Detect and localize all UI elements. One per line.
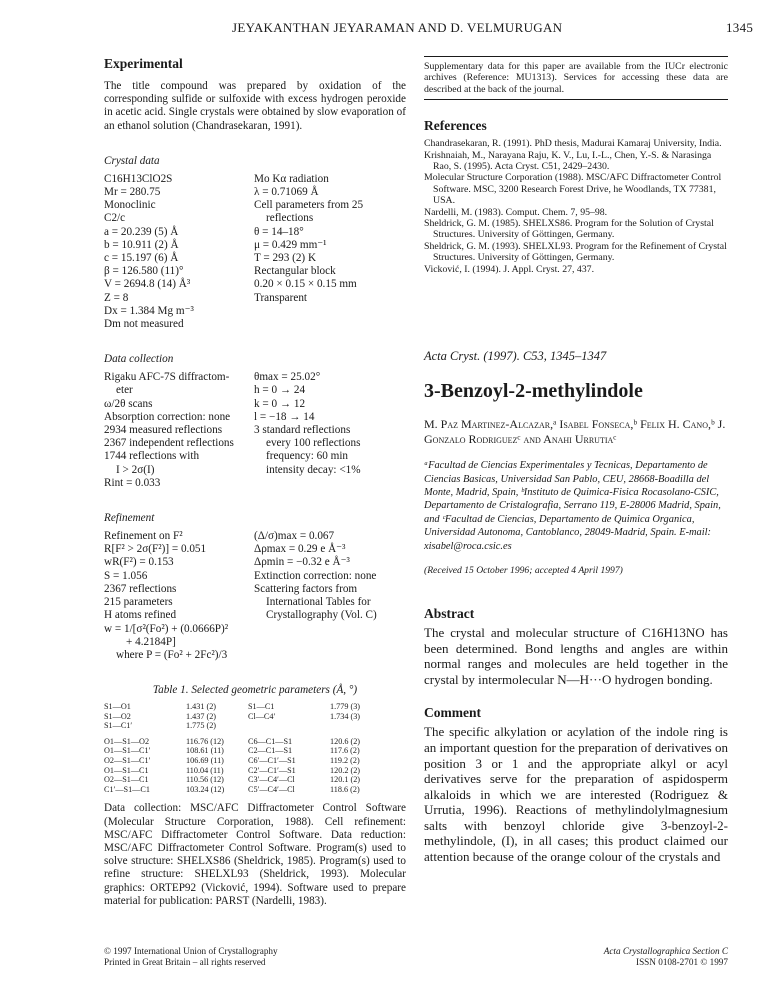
crystal-data-right-line: λ = 0.71069 Å	[254, 186, 319, 199]
crystal-data-right-line: T = 293 (2) K	[254, 252, 317, 265]
table-cell: C6—C1—S1	[248, 736, 293, 746]
experimental-text: The title compound was prepared by oxidation of the corresponding sulfide or sulfoxide with excess hydrogen peroxide in acetic acid. Single crystals were obtained by slow evaporation of an ethanol solution (Chandrasekaran, 1991).	[104, 80, 406, 132]
programs-text: Data collection: MSC/AFC Diffractometer Control Software (Molecular Structure Corporation, 1988). Cell refinement: MSC/AFC Diffractometer Control Software. Data reduction: MSC/AFC Diffractometer Control Software. Program(s) used to solve structure: SHELXS86 (Sheldrick, 1985). Program(s) used to refine structure: SHELXL93 (Sheldrick, 1993). Molecular graphics: ORTEP92 (Vicković, 1994). Software used to prepare material for publication: PARST (Nardelli, 1983).	[104, 802, 406, 907]
table-cell: S1—O2	[104, 711, 131, 721]
table-cell: 110.04 (11)	[186, 765, 224, 775]
table-cell: 120.6 (2)	[330, 736, 361, 746]
reference-entry: Krishnaiah, M., Narayana Raju, K. V., Lu, I.-L., Chen, Y.-S. & Narasinga Rao, S. (1995). Acta Cryst. C51, 2429–2430.	[424, 149, 712, 173]
references-heading: References	[424, 118, 487, 134]
refinement-left-line: R[F² > 2σ(F²)] = 0.051	[104, 543, 207, 556]
crystal-data-left-line: β = 126.580 (11)°	[104, 265, 184, 278]
crystal-data-right-line: Cell parameters from 25	[254, 199, 364, 212]
crystal-data	[104, 173, 406, 331]
refinement-left-line: 2367 reflections	[104, 582, 177, 595]
table-cell: Cl—C4′	[248, 711, 276, 721]
header-authors: JEYAKANTHAN JEYARAMAN AND D. VELMURUGAN	[232, 20, 563, 35]
crystal-data-left-line: b = 10.911 (2) Å	[104, 238, 179, 251]
crystal-data-left-line: c = 15.197 (6) Å	[104, 252, 179, 265]
table-row	[104, 756, 390, 766]
crystal-data-right-line: reflections	[266, 212, 314, 225]
citation: Acta Cryst. (1997). C53, 1345–1347	[424, 349, 607, 364]
data-collection-right-line: θmax = 25.02°	[254, 371, 321, 384]
table-cell: 117.6 (2)	[330, 746, 360, 756]
table-cell: C5′—C4′—Cl	[248, 784, 295, 794]
footer-journal: Acta Crystallographica Section C	[603, 946, 728, 956]
table-row	[104, 746, 390, 756]
table-cell	[248, 721, 330, 731]
table-cell: 119.2 (2)	[330, 756, 360, 766]
refinement-right-line: Extinction correction: none	[254, 569, 377, 582]
refinement-right-line: Δρmin = −0.32 e Å⁻³	[254, 556, 350, 569]
data-collection-left-line: 2367 independent reflections	[104, 437, 234, 450]
crystal-data-left-list	[104, 173, 254, 331]
article-authors: M. Paz Martinez-Alcazar,ᵃ Isabel Fonseca,ᵇ Felix H. Cano,ᵇ J. Gonzalo Rodriguezᶜ and Anahi Urrutiaᶜ	[424, 417, 726, 447]
crystal-data-right-line: θ = 14–18°	[254, 225, 304, 238]
article-title: 3-Benzoyl-2-methylindole	[424, 380, 643, 403]
data-collection-left-line: 2934 measured reflections	[104, 424, 223, 437]
refinement-heading: Refinement	[104, 512, 155, 525]
table-cell: O1—S1—C1′	[104, 746, 151, 756]
table-cell: 103.24 (12)	[186, 784, 225, 794]
crystal-data-right-line: 0.20 × 0.15 × 0.15 mm	[254, 278, 357, 291]
table-row	[104, 712, 390, 722]
table-cell: 120.2 (2)	[330, 765, 361, 775]
crystal-data-left-line: V = 2694.8 (14) Å³	[104, 278, 191, 291]
table-cell: O2—S1—C1	[104, 775, 149, 785]
table-cell: C6′—C1′—S1	[248, 756, 296, 766]
comment-text: The specific alkylation or acylation of the indole ring is an important question for the preparation of derivatives on position 3 or 1 and the appropriate alkyl or acyl derivatives serve for the preparation of aspidosperm alkaloids in which we are interested (Rodriguez & Urrutia, 1996). Reactions of methylindolylmagnesium salts with benzoyl chloride give 3-benzoyl-2-methylindole, (I), in all cases; this product claimed our attention because of the orange colour of the crystals and	[424, 724, 728, 865]
data-collection-right-line: l = −18 → 14	[254, 410, 315, 423]
table-cell: 1.779 (3)	[330, 702, 361, 712]
table-cell	[330, 721, 390, 731]
crystal-data-left-line: Dm not measured	[104, 318, 184, 331]
reference-entry: Vicković, I. (1994). J. Appl. Cryst. 27, 437.	[424, 263, 595, 275]
table-cell: 108.61 (11)	[186, 746, 224, 756]
refinement-right-list	[254, 530, 406, 662]
data-collection-left-line: Rint = 0.033	[104, 476, 161, 489]
footer-left	[104, 946, 406, 968]
table-cell: O1—S1—O2	[104, 736, 150, 746]
footer-copyright: © 1997 International Union of Crystallography	[104, 946, 278, 956]
data-collection-left-line: Absorption correction: none	[104, 410, 231, 423]
reference-entry: Nardelli, M. (1983). Comput. Chem. 7, 95–98.	[424, 206, 608, 218]
data-collection	[104, 371, 406, 490]
data-collection-left-line: ω/2θ scans	[104, 397, 153, 410]
crystal-data-right-line: Transparent	[254, 291, 308, 304]
table-cell: 106.69 (11)	[186, 756, 224, 766]
crystal-data-left-line: C2/c	[104, 212, 126, 225]
table-row	[104, 737, 390, 747]
supplementary-text: Supplementary data for this paper are available from the IUCr electronic archives (Reference: MU1313). Services for accessing these data are described at the back of the journal.	[424, 61, 728, 95]
crystal-data-right-line: Rectangular block	[254, 265, 336, 278]
table-cell: C1′—S1—C1	[104, 784, 150, 794]
reference-entry: Molecular Structure Corporation (1988). MSC/AFC Diffractometer Control Software. MSC, 3200 Research Forest Drive, he Woodlands, TX 77381, USA.	[424, 172, 722, 207]
table-cell: S1—C1	[248, 702, 275, 712]
refinement-left-line: Refinement on F²	[104, 530, 183, 543]
table-cell: 116.76 (12)	[186, 736, 224, 746]
crystal-data-heading: Crystal data	[104, 154, 160, 167]
crystal-data-left-line: a = 20.239 (5) Å	[104, 225, 179, 238]
crystal-data-left-line: Dx = 1.384 Mg m⁻³	[104, 304, 194, 317]
data-collection-right-line: frequency: 60 min	[266, 450, 349, 463]
abstract-heading: Abstract	[424, 605, 475, 621]
table-cell: 1.775 (2)	[186, 721, 217, 731]
crystal-data-left-line: Z = 8	[104, 291, 129, 304]
table-cell: C2′—C1′—S1	[248, 765, 296, 775]
received-dates: (Received 15 October 1996; accepted 4 April 1997)	[424, 564, 623, 576]
data-collection-right-line: every 100 reflections	[266, 437, 361, 450]
reference-entry: Sheldrick, G. M. (1985). SHELXS86. Program for the Solution of Crystal Structures. University of Göttingen, Germany.	[424, 218, 714, 241]
table-row	[104, 775, 390, 785]
refinement-left-line: wR(F²) = 0.153	[104, 556, 174, 569]
data-collection-left-line: Rigaku AFC-7S diffractom-	[104, 371, 230, 384]
page-number: 1345	[726, 20, 754, 35]
refinement-left-line: where P = (Fo² + 2Fc²)/3	[116, 648, 228, 661]
table-caption: Table 1. Selected geometric parameters (Å, °)	[152, 684, 358, 697]
comment-heading: Comment	[424, 705, 481, 721]
crystal-data-left-line: Monoclinic	[104, 199, 156, 212]
table-row	[104, 702, 390, 712]
table-cell: 120.1 (2)	[330, 775, 361, 785]
affiliation: ᵃFacultad de Ciencias Experimentales y Tecnicas, Departamento de Ciencias Basicas, Universidad San Pablo, CEU, 28668-Boadilla del Monte, Madrid, Spain, ᵇInstituto de Quimica-Fisica Rocasolano-CSIC, Departamento de Cristalografia, Serrano 119, E-28006 Madrid, Spain, and ᶜFacultad de Ciencias, Departamento de Quimica Organica, Universidad Autonoma, Cantoblanco, 28049-Madrid, Spain. E-mail: xisabel@roca.csic.es	[424, 460, 721, 552]
footer-printed: Printed in Great Britain – all rights reserved	[104, 957, 266, 967]
references-list	[424, 138, 728, 275]
rule-bottom	[424, 99, 728, 100]
data-collection-right-line: intensity decay: <1%	[266, 463, 361, 476]
data-collection-left-line: 1744 reflections with	[104, 450, 200, 463]
data-collection-right-list	[254, 371, 406, 490]
refinement-left-line: w = 1/[σ²(Fo²) + (0.0666P)²	[104, 622, 229, 635]
refinement-left-line: H atoms refined	[104, 609, 177, 622]
table-bonds-body	[104, 702, 390, 731]
refinement-right-line: Δρmax = 0.29 e Å⁻³	[254, 543, 346, 556]
table-angles-body	[104, 737, 390, 795]
table-cell: C2—C1—S1	[248, 746, 293, 756]
refinement-left-list	[104, 530, 254, 662]
footer-issn: ISSN 0108-2701 © 1997	[636, 957, 728, 967]
crystal-data-right-line: μ = 0.429 mm⁻¹	[254, 238, 327, 251]
reference-entry: Sheldrick, G. M. (1993). SHELXL93. Program for the Refinement of Crystal Structures. University of Göttingen, Germany.	[424, 240, 727, 264]
data-collection-left-line: eter	[116, 384, 133, 397]
refinement-right-line: Crystallography (Vol. C)	[266, 609, 377, 622]
table-cell: O1—S1—C1	[104, 765, 149, 775]
abstract-text: The crystal and molecular structure of C16H13NO has been determined. Bond lengths and angles are within normal ranges and molecules are held together in the crystal by intermolecular N—H···O hydrogen bonding.	[424, 624, 728, 687]
table-cell: 110.56 (12)	[186, 775, 224, 785]
refinement-left-line: S = 1.056	[104, 569, 148, 582]
table-cell: S1—C1′	[104, 721, 133, 731]
right-column	[424, 56, 728, 865]
data-collection-heading: Data collection	[104, 353, 174, 366]
refinement	[104, 530, 406, 662]
crystal-data-left-line: Mr = 280.75	[104, 186, 161, 199]
table-row	[104, 766, 390, 776]
data-collection-left-list	[104, 371, 254, 490]
experimental-heading: Experimental	[104, 56, 183, 71]
refinement-right-line: International Tables for	[266, 596, 371, 609]
footer-right	[560, 946, 728, 968]
data-collection-right-line: k = 0 → 12	[254, 397, 306, 410]
table-row	[104, 785, 390, 795]
refinement-left-line: 215 parameters	[104, 596, 173, 609]
data-collection-right-line: h = 0 → 24	[254, 384, 306, 397]
refinement-right-line: (Δ/σ)max = 0.067	[254, 530, 335, 543]
table-cell: 1.437 (2)	[186, 711, 217, 721]
table-cell: O2—S1—C1′	[104, 756, 151, 766]
crystal-data-right-list	[254, 173, 406, 331]
table-row	[104, 721, 390, 731]
refinement-left-line: + 4.2184P]	[126, 635, 176, 648]
table-cell: 1.734 (3)	[330, 711, 361, 721]
crystal-data-right-line: Mo Kα radiation	[254, 172, 329, 185]
reference-entry: Chandrasekaran, R. (1991). PhD thesis, Madurai Kamaraj University, India.	[424, 138, 722, 150]
table-cell: S1—O1	[104, 702, 131, 712]
refinement-right-line: Scattering factors from	[254, 582, 358, 595]
table-cell: C3′—C4′—Cl	[248, 775, 295, 785]
left-column	[104, 56, 406, 908]
rule-top	[424, 56, 728, 57]
data-collection-right-line: 3 standard reflections	[254, 424, 351, 437]
data-collection-left-line: I > 2σ(I)	[116, 463, 155, 476]
crystal-data-left-line: C16H13ClO2S	[104, 172, 173, 185]
table-cell: 1.431 (2)	[186, 702, 217, 712]
table-cell: 118.6 (2)	[330, 784, 360, 794]
geometric-parameters-table	[104, 702, 390, 794]
